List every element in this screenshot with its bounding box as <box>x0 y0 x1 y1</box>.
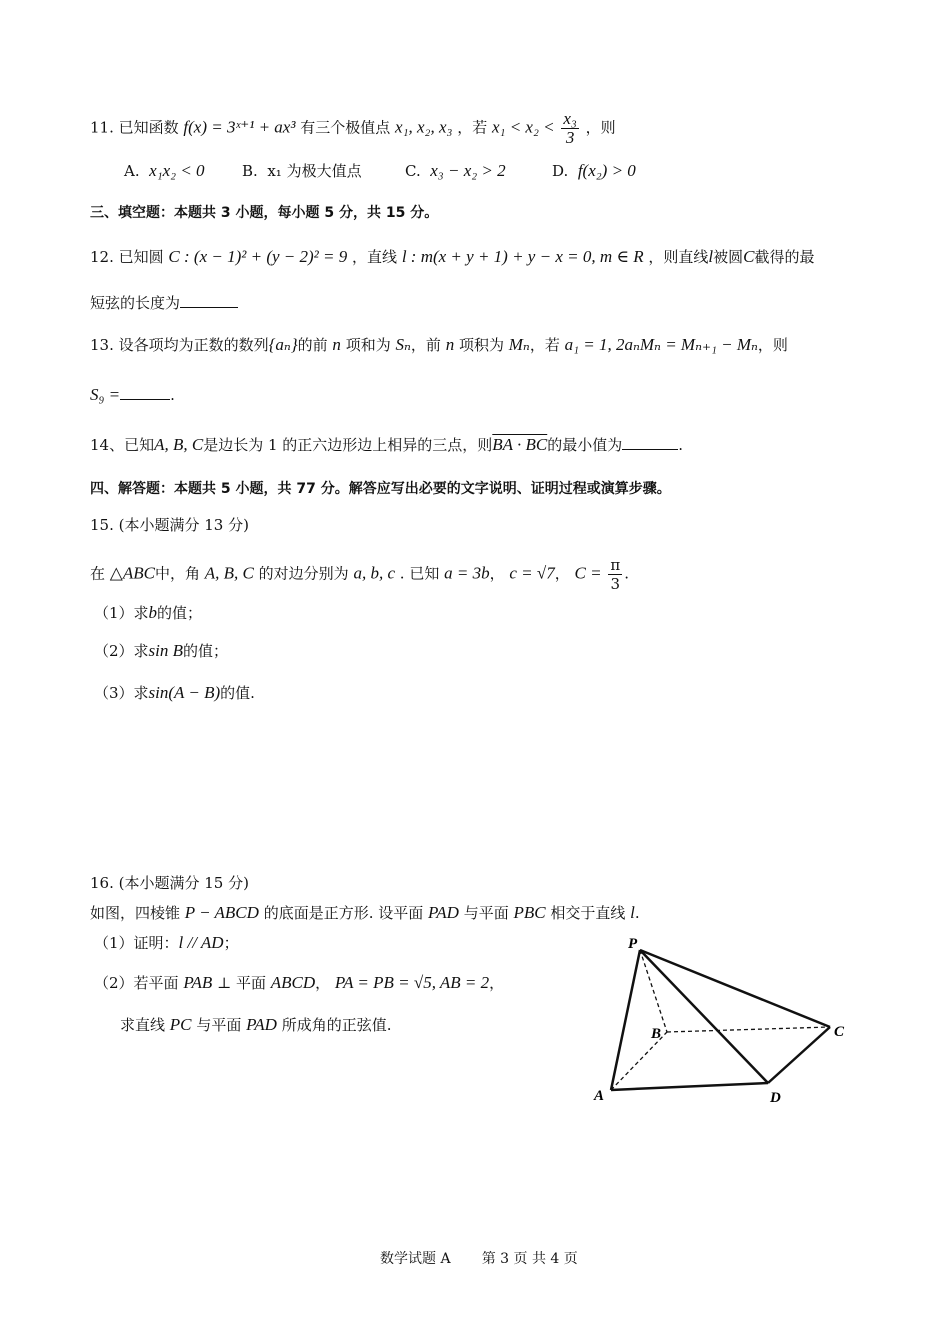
edge-bc <box>667 1027 830 1032</box>
q15-part-1 <box>94 602 202 624</box>
edge-pc <box>640 950 830 1027</box>
q11-points: x₁, x₂, x₃ <box>395 117 453 137</box>
q13-seq: {aₙ} <box>268 335 298 354</box>
part-post: 的值. <box>220 684 255 702</box>
q16-l: l <box>630 903 635 922</box>
q15-text-a: 在 <box>90 564 106 583</box>
q11-function: f(x) = 3ˣ⁺¹ + ax³ <box>183 117 296 137</box>
q11-fraction <box>561 110 578 147</box>
q15-given-c: c = √7 <box>509 563 555 583</box>
q16-plane-pad: PAD <box>428 903 459 922</box>
q13-number: 13. 设各项均为正数的数列 <box>90 336 269 354</box>
q16-pyramid: P − ABCD <box>184 903 259 922</box>
q16-part-2: （2）若平面 PAB ⊥ 平面 ABCD， PA = PB = √5, AB = 2， <box>94 973 505 992</box>
q12-answer-blank[interactable] <box>180 293 238 308</box>
q15-triangle: △ABC <box>109 563 155 583</box>
q12-number: 12. 已知圆 <box>90 248 164 266</box>
q15-sides: a, b, c <box>353 563 396 583</box>
q16-part-2-line2 <box>120 1014 392 1036</box>
edge-pd <box>640 950 768 1083</box>
vertex-d-label: D <box>770 1090 781 1106</box>
part-pre: （3）求 <box>94 684 149 702</box>
q11-condition: x₁ < x₂ < <box>491 117 555 137</box>
q16-condition: PA = PB = √5, AB = 2 <box>334 973 490 992</box>
q15-pi-fraction <box>608 556 622 593</box>
option-text: x₃ − x₂ > 2 <box>430 161 506 180</box>
section-3-heading: 三、填空题：本题共 3 小题，每小题 5 分，共 15 分。 <box>90 205 439 221</box>
q12-c: C <box>743 247 755 266</box>
q15-text-c: 的对边分别为 <box>258 564 349 583</box>
part-pre: （1）求 <box>94 604 149 622</box>
vertex-a-label: A <box>594 1088 605 1104</box>
q13-line1 <box>90 334 788 356</box>
q15-stem: 在 △ABC中，角 A, B, C 的对边分别为 a, b, c . 已知 a = 3b， c = √7， C = $\frac{\pi}{3}$ . <box>90 556 630 593</box>
q15-title: 15. (本小题满分 13 分) <box>90 516 249 534</box>
q13-condition: a₁ = 1, 2aₙMₙ = Mₙ₊₁ − Mₙ <box>564 335 758 354</box>
q13-line2: S₉ = . <box>90 385 175 404</box>
part-expr: sin B <box>148 641 184 660</box>
q13-mn: Mₙ <box>508 335 530 354</box>
q11-option-d[interactable] <box>552 160 636 182</box>
q15-part-3 <box>94 682 255 704</box>
q11-frac-den: 3 <box>565 128 575 147</box>
q16-plane-pad-2: PAD <box>246 1015 277 1034</box>
vertex-p-label: P <box>628 936 638 952</box>
q12-line-eq: l : m(x + y + 1) + y − x = 0, m ∈ R <box>401 247 644 266</box>
q16-plane-pab: PAB <box>183 973 213 992</box>
q11-stem <box>90 110 616 147</box>
q11-frac-num: x₃ <box>563 109 577 128</box>
q14-answer-blank[interactable] <box>622 435 678 450</box>
q14-text-b: 是边长为 1 的正六边形边上相异的三点，则 <box>203 436 493 454</box>
q15-part-2 <box>94 640 228 662</box>
vertex-c-label: C <box>834 1024 845 1040</box>
part-post: ， <box>489 974 505 992</box>
q11-option-c[interactable] <box>405 160 506 182</box>
option-label: A. <box>124 162 140 180</box>
q12-text-b: ，直线 <box>352 248 398 266</box>
q11-text-c: ，若 <box>457 118 488 137</box>
q12-text-d: 被圆 <box>713 248 744 266</box>
q14-points: A, B, C <box>154 435 204 454</box>
q12-text-c: ，则直线 <box>648 248 709 266</box>
q13-text-g: ，则 <box>757 336 788 354</box>
part-expr: b <box>148 603 158 622</box>
q12-text-e: 截得的最 <box>754 248 815 266</box>
part-pre: 求直线 <box>120 1016 166 1034</box>
q16-line-pc: PC <box>169 1015 192 1034</box>
q16-plane-abcd: ABCD <box>270 973 316 992</box>
option-label: C. <box>405 162 421 180</box>
q16-text-a: 如图，四棱锥 <box>90 904 181 922</box>
option-text: x₁ 为极大值点 <box>267 162 362 180</box>
q13-text-d: ，前 <box>410 336 441 354</box>
q13-text-b: 的前 <box>297 336 328 354</box>
q15-pi-num: π <box>610 556 621 574</box>
part-post: 的值； <box>157 604 203 622</box>
q15-text-b: 中，角 <box>154 564 200 583</box>
q13-n2: n <box>445 335 455 354</box>
q15-given-a: a = 3b <box>444 563 490 583</box>
part-post: 的值； <box>183 642 229 660</box>
option-text: x₁x₂ < 0 <box>149 161 205 180</box>
edge-dc <box>768 1027 830 1083</box>
part-expr: l // AD <box>178 933 224 952</box>
q14-vector-expr: BA · BC <box>492 435 548 454</box>
q11-text-b: 有三个极值点 <box>300 118 391 137</box>
option-label: D. <box>552 162 569 180</box>
q14-line: 14、已知A, B, C是边长为 1 的正六边形边上相异的三点，则BA · BC的最小值为 . <box>90 435 684 454</box>
q13-text-e: 项积为 <box>458 336 504 354</box>
q11-option-a[interactable] <box>124 160 205 182</box>
q12-text-line2: 短弦的长度为 <box>90 294 181 312</box>
edge-ad <box>611 1083 768 1090</box>
section-4-heading: 四、解答题：本题共 5 小题，共 77 分。解答应写出必要的文字说明、证明过程或演算步骤。 <box>90 481 671 497</box>
q12-l: l <box>708 247 714 266</box>
part-pre: （1）证明： <box>94 934 179 952</box>
q14-number: 14、已知 <box>90 436 155 454</box>
q13-text-c: 项和为 <box>345 336 391 354</box>
q13-text-f: ，若 <box>529 336 560 354</box>
edge-pa <box>611 950 640 1090</box>
q16-text-c: 与平面 <box>463 904 509 922</box>
part-mid: 与平面 <box>196 1016 242 1034</box>
q15-given-angle: C = <box>574 563 602 583</box>
q13-answer-blank[interactable] <box>120 385 170 400</box>
q13-answer-expr: S₉ = <box>90 385 121 404</box>
q12-line1 <box>90 246 815 268</box>
q16-stem: 如图，四棱锥 P − ABCD 的底面是正方形. 设平面 PAD 与平面 PBC 相交于直线 l. <box>90 903 640 922</box>
q16-perp: ⊥ 平面 <box>217 974 266 992</box>
q15-text-d: . 已知 <box>399 564 440 583</box>
part-pre: （2）求 <box>94 642 149 660</box>
q16-plane-pbc: PBC <box>513 903 546 922</box>
q16-part-1 <box>94 932 239 954</box>
q14-text-c: 的最小值为 <box>547 436 623 454</box>
q12-line2 <box>90 292 238 314</box>
vertex-b-label: B <box>651 1026 662 1042</box>
q16-text-d: 相交于直线 <box>550 904 626 922</box>
q11-text-d: ，则 <box>585 118 616 137</box>
q12-circle: C : (x − 1)² + (y − 2)² = 9 <box>168 247 348 266</box>
part-post: 所成角的正弦值. <box>281 1016 392 1034</box>
part-expr: sin(A − B) <box>148 683 221 702</box>
option-text: f(x₂) > 0 <box>577 161 636 180</box>
q15-pi-den: 3 <box>610 575 621 593</box>
q13-sn: Sₙ <box>395 335 411 354</box>
q15-angles: A, B, C <box>204 563 254 583</box>
page-footer: 数学试题 A 第 3 页 共 4 页 <box>380 1251 578 1267</box>
q11-number: 11. 已知函数 <box>90 118 179 137</box>
option-label: B. <box>242 162 258 180</box>
pyramid-figure <box>580 930 860 1115</box>
part-post: ； <box>223 934 239 952</box>
q16-title: 16. (本小题满分 15 分) <box>90 874 249 892</box>
q11-option-b[interactable] <box>242 160 362 182</box>
q13-n1: n <box>332 335 341 354</box>
q16-text-b: 的底面是正方形. 设平面 <box>263 904 424 922</box>
part-pre: （2）若平面 <box>94 974 179 992</box>
